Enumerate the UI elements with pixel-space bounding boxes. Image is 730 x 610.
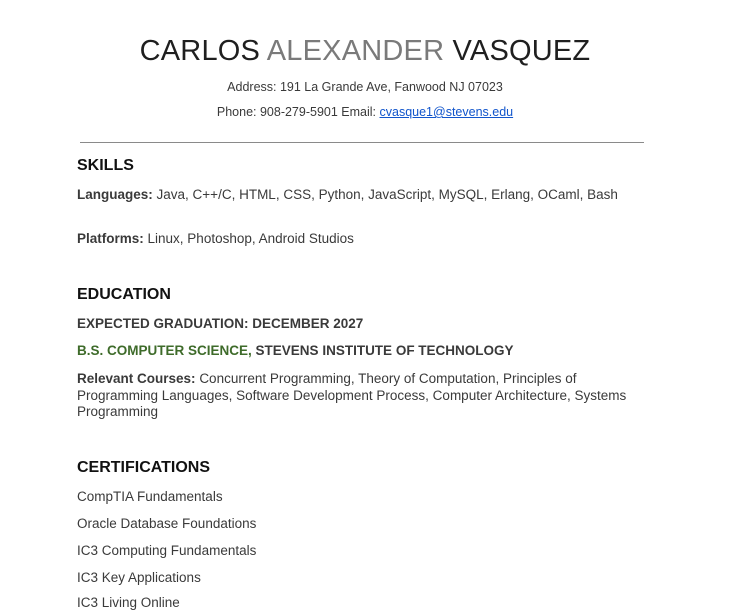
header-divider bbox=[80, 142, 644, 143]
certifications-heading: CERTIFICATIONS bbox=[77, 459, 211, 476]
degree-line bbox=[77, 343, 514, 358]
skills-languages bbox=[77, 187, 637, 204]
name-middle: ALEXANDER bbox=[266, 35, 445, 67]
email-link[interactable]: cvasque1@stevens.edu bbox=[379, 105, 514, 119]
platforms-label: Platforms: bbox=[77, 231, 144, 246]
courses-label: Relevant Courses: bbox=[77, 371, 196, 386]
certification-item: IC3 Living Online bbox=[77, 595, 180, 610]
certification-item: IC3 Computing Fundamentals bbox=[77, 543, 257, 558]
courses-value: Concurrent Programming, Theory of Computation, Principles of Programming Languages, Software Development Process, Computer Architecture, Systems Programming bbox=[77, 371, 627, 419]
name-last: VASQUEZ bbox=[452, 35, 591, 67]
relevant-courses bbox=[77, 371, 637, 421]
education-heading: EDUCATION bbox=[77, 286, 171, 303]
resume-name bbox=[0, 33, 730, 69]
certification-item: Oracle Database Foundations bbox=[77, 516, 257, 531]
skills-platforms bbox=[77, 231, 637, 248]
skills-heading: SKILLS bbox=[77, 157, 134, 174]
certification-item: CompTIA Fundamentals bbox=[77, 489, 223, 504]
graduation-line: EXPECTED GRADUATION: DECEMBER 2027 bbox=[77, 316, 364, 331]
platforms-value: Linux, Photoshop, Android Studios bbox=[147, 231, 354, 246]
name-first: CARLOS bbox=[139, 35, 261, 67]
phone-email-line bbox=[0, 105, 730, 119]
phone-email-prefix: Phone: 908-279-5901 Email: bbox=[216, 105, 377, 119]
languages-value: Java, C++/C, HTML, CSS, Python, JavaScript, MySQL, Erlang, OCaml, Bash bbox=[156, 187, 618, 202]
languages-label: Languages: bbox=[77, 187, 153, 202]
address-line: Address: 191 La Grande Ave, Fanwood NJ 07023 bbox=[227, 80, 503, 94]
school-name: STEVENS INSTITUTE OF TECHNOLOGY bbox=[255, 343, 514, 358]
degree-title: B.S. COMPUTER SCIENCE, bbox=[77, 343, 252, 358]
certification-item: IC3 Key Applications bbox=[77, 570, 201, 585]
